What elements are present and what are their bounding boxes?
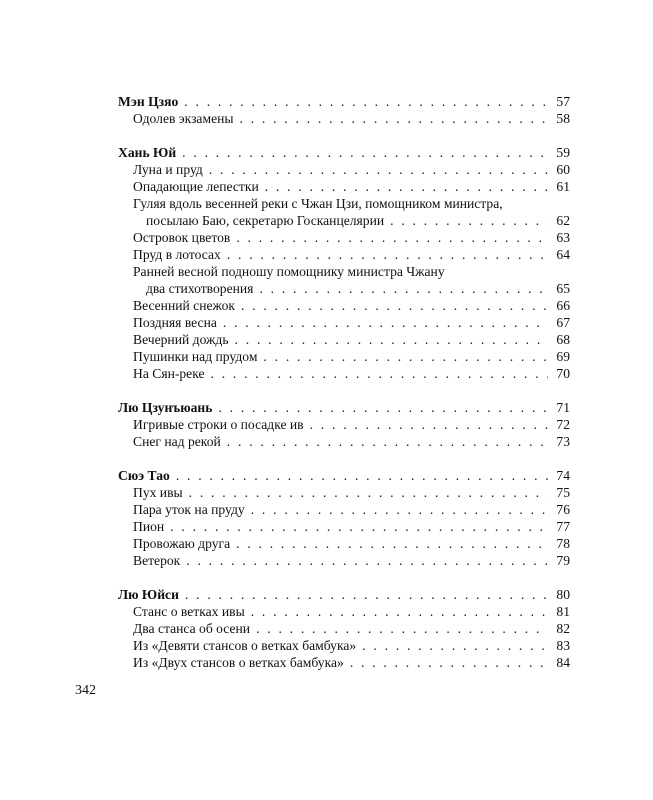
entry-line2 — [133, 280, 570, 297]
dot-leader — [184, 93, 548, 110]
author-name: Мэн Цзяо — [118, 94, 179, 109]
toc-section — [118, 586, 570, 671]
toc-entry[interactable] — [118, 229, 570, 246]
page-ref: 57 — [556, 94, 570, 109]
dot-leader — [182, 144, 548, 161]
toc-entry[interactable] — [118, 110, 570, 127]
page-ref: 59 — [556, 145, 570, 160]
toc-entry[interactable] — [118, 297, 570, 314]
entry-title: Весенний снежок — [133, 298, 235, 313]
toc-entry[interactable] — [118, 603, 570, 620]
toc-author-row[interactable] — [118, 93, 570, 110]
toc-section — [118, 399, 570, 450]
dot-leader — [211, 365, 549, 382]
page-ref: 68 — [556, 332, 570, 347]
entry-title-line2: посылаю Баю, секретарю Госканцелярии — [146, 213, 385, 228]
page-ref: 78 — [556, 536, 570, 551]
toc-author-row[interactable] — [118, 399, 570, 416]
page-ref: 77 — [556, 519, 570, 534]
dot-leader — [251, 501, 548, 518]
entry-title: Вечерний дождь — [133, 332, 229, 347]
page-number: 342 — [75, 683, 96, 698]
toc-entry[interactable] — [118, 620, 570, 637]
toc-author-row[interactable] — [118, 144, 570, 161]
dot-leader — [263, 348, 548, 365]
dot-leader — [186, 552, 548, 569]
toc-entry[interactable] — [118, 654, 570, 671]
toc-entry[interactable] — [118, 637, 570, 654]
toc-entry[interactable] — [118, 535, 570, 552]
toc-entry[interactable] — [118, 178, 570, 195]
toc-entry[interactable] — [118, 518, 570, 535]
author-name: Хань Юй — [118, 145, 177, 160]
dot-leader — [259, 280, 548, 297]
page-ref: 70 — [556, 366, 570, 381]
entry-title: Луна и пруд — [133, 162, 203, 177]
entry-title: Из «Двух стансов о ветках бамбука» — [133, 655, 344, 670]
page-ref: 79 — [556, 553, 570, 568]
page-ref: 63 — [556, 230, 570, 245]
dot-leader — [185, 586, 548, 603]
entry-title-line2: два стихотворения — [146, 281, 254, 296]
page-ref: 84 — [556, 655, 570, 670]
author-name: Сюэ Тао — [118, 468, 170, 483]
entry-title: Пион — [133, 519, 165, 534]
toc-entry[interactable] — [118, 348, 570, 365]
entry-title: Пух ивы — [133, 485, 183, 500]
page-ref: 75 — [556, 485, 570, 500]
dot-leader — [362, 637, 548, 654]
dot-leader — [236, 229, 548, 246]
entry-title: Островок цветов — [133, 230, 231, 245]
entry-title: Игривые строки о посадке ив — [133, 417, 304, 432]
page-ref: 80 — [556, 587, 570, 602]
toc-entry[interactable] — [118, 484, 570, 501]
entry-title: Опадающие лепестки — [133, 179, 259, 194]
toc-author-row[interactable] — [118, 586, 570, 603]
table-of-contents — [118, 93, 570, 688]
entry-title: Снег над рекой — [133, 434, 221, 449]
page-ref: 61 — [556, 179, 570, 194]
dot-leader — [227, 246, 548, 263]
dot-leader — [265, 178, 548, 195]
page-ref: 76 — [556, 502, 570, 517]
entry-title-line1: Ранней весной подношу помощнику министра Чжану — [133, 264, 445, 279]
dot-leader — [240, 110, 548, 127]
toc-entry[interactable] — [118, 263, 570, 297]
entry-title: Провожаю друга — [133, 536, 231, 551]
page-ref: 83 — [556, 638, 570, 653]
page-ref: 58 — [556, 111, 570, 126]
entry-title: Одолев экзамены — [133, 111, 234, 126]
author-name: Лю Юйси — [118, 587, 179, 602]
dot-leader — [390, 212, 548, 229]
dot-leader — [176, 467, 548, 484]
dot-leader — [310, 416, 548, 433]
page-ref: 66 — [556, 298, 570, 313]
dot-leader — [251, 603, 548, 620]
toc-entry[interactable] — [118, 365, 570, 382]
toc-entry[interactable] — [118, 246, 570, 263]
page-ref: 64 — [556, 247, 570, 262]
entry-title: Пара уток на пруду — [133, 502, 245, 517]
entry-title: Пушинки над прудом — [133, 349, 258, 364]
entry-title: На Сян-реке — [133, 366, 205, 381]
page-ref: 67 — [556, 315, 570, 330]
toc-section — [118, 467, 570, 569]
entry-title: Из «Девяти стансов о ветках бамбука» — [133, 638, 357, 653]
dot-leader — [170, 518, 548, 535]
toc-entry[interactable] — [118, 433, 570, 450]
page-ref: 72 — [556, 417, 570, 432]
entry-title: Поздняя весна — [133, 315, 217, 330]
dot-leader — [189, 484, 548, 501]
entry-line2 — [133, 212, 570, 229]
entry-title: Станс о ветках ивы — [133, 604, 245, 619]
dot-leader — [241, 297, 548, 314]
toc-entry[interactable] — [118, 195, 570, 229]
toc-entry[interactable] — [118, 314, 570, 331]
toc-section — [118, 144, 570, 382]
entry-title: Два станса об осени — [133, 621, 251, 636]
toc-entry[interactable] — [118, 501, 570, 518]
page-ref: 82 — [556, 621, 570, 636]
dot-leader — [236, 535, 548, 552]
dot-leader — [209, 161, 548, 178]
toc-entry[interactable] — [118, 161, 570, 178]
author-name: Лю Цзунъюань — [118, 400, 213, 415]
dot-leader — [223, 314, 548, 331]
dot-leader — [227, 433, 548, 450]
page-ref: 81 — [556, 604, 570, 619]
page-ref: 71 — [556, 400, 570, 415]
toc-entry[interactable] — [118, 416, 570, 433]
entry-title-line1: Гуляя вдоль весенней реки с Чжан Цзи, помощником министра, — [133, 196, 503, 211]
toc-author-row[interactable] — [118, 467, 570, 484]
toc-section — [118, 93, 570, 127]
entry-title: Ветерок — [133, 553, 181, 568]
toc-entry[interactable] — [118, 552, 570, 569]
toc-entry[interactable] — [118, 331, 570, 348]
dot-leader — [350, 654, 548, 671]
page-ref: 74 — [556, 468, 570, 483]
page-ref: 69 — [556, 349, 570, 364]
page-ref: 65 — [556, 281, 570, 296]
page-ref: 73 — [556, 434, 570, 449]
entry-title: Пруд в лотосах — [133, 247, 221, 262]
dot-leader — [256, 620, 548, 637]
page-ref: 60 — [556, 162, 570, 177]
dot-leader — [218, 399, 548, 416]
dot-leader — [235, 331, 548, 348]
page-ref: 62 — [556, 213, 570, 228]
